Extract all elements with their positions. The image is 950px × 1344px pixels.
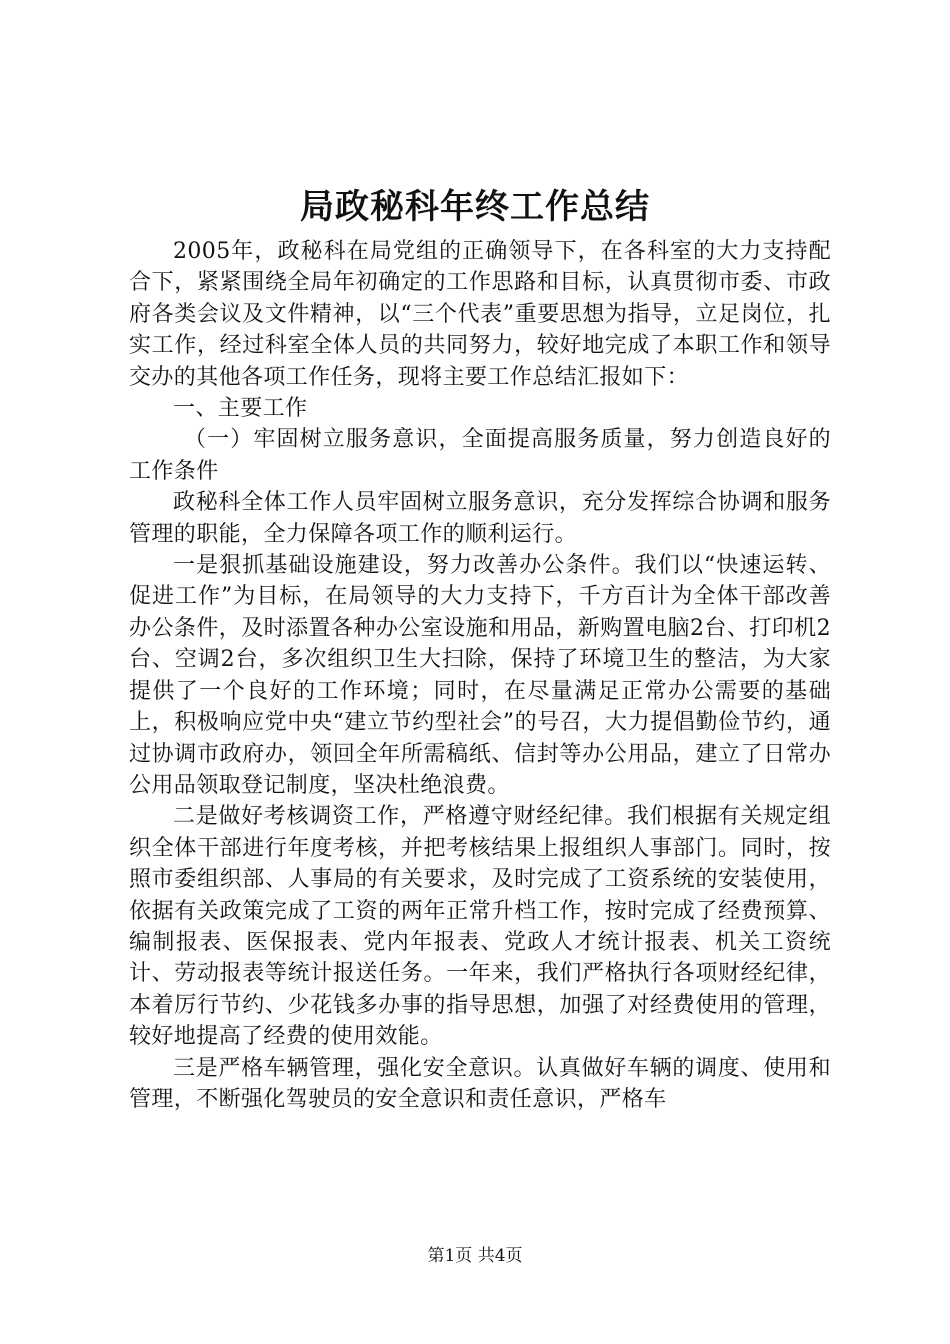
page-number-footer: 第1页 共4页 (427, 1246, 523, 1266)
section-heading-main-work: 一、主要工作 (173, 396, 308, 422)
paragraph-vehicle: 三是严格车辆管理，强化安全意识。认真做好车辆的调度、使用和管理，不断强化驾驶员的安全意识和责任意识，严格车 (129, 1055, 831, 1112)
subsection-heading-service: （一）牢固树立服务意识，全面提高服务质量，努力创造良好的工作条件 (129, 427, 831, 484)
paragraph-service-intro: 政秘科全体工作人员牢固树立服务意识，充分发挥综合协调和服务管理的职能，全力保障各项工作的顺利运行。 (129, 490, 831, 547)
paragraph-infrastructure: 一是狠抓基础设施建设，努力改善办公条件。我们以“快速运转、促进工作”为目标，在局领导的大力支持下，千方百计为全体干部改善办公条件，及时添置各种办公室设施和用品，新购置电脑2台、打印机2台、空调2台，多次组织卫生大扫除，保持了环境卫生的整洁，为大家提供了一个良好的工作环境；同时，在尽量满足正常办公需要的基础上，积极响应党中央“建立节约型社会”的号召，大力提倡勤俭节约，通过协调市政府办，领回全年所需稿纸、信封等办公用品，建立了日常办公用品领取登记制度，坚决杜绝浪费。 (129, 553, 831, 798)
document-body (129, 236, 831, 1115)
document-title: 局政秘科年终工作总结 (300, 187, 650, 227)
paragraph-intro: 2005年，政秘科在局党组的正确领导下，在各科室的大力支持配合下，紧紧围绕全局年初确定的工作思路和目标，认真贯彻市委、市政府各类会议及文件精神，以“三个代表”重要思想为指导，立足岗位，扎实工作，经过科室全体人员的共同努力，较好地完成了本职工作和领导交办的其他各项工作任务，现将主要工作总结汇报如下： (129, 239, 831, 390)
paragraph-assessment: 二是做好考核调资工作，严格遵守财经纪律。我们根据有关规定组织全体干部进行年度考核，并把考核结果上报组织人事部门。同时，按照市委组织部、人事局的有关要求，及时完成了工资系统的安装使用，依据有关政策完成了工资的两年正常升档工作，按时完成了经费预算、编制报表、医保报表、党内年报表、党政人才统计报表、机关工资统计、劳动报表等统计报送任务。一年来，我们严格执行各项财经纪律，本着厉行节约、少花钱多办事的指导思想，加强了对经费使用的管理，较好地提高了经费的使用效能。 (129, 804, 831, 1050)
